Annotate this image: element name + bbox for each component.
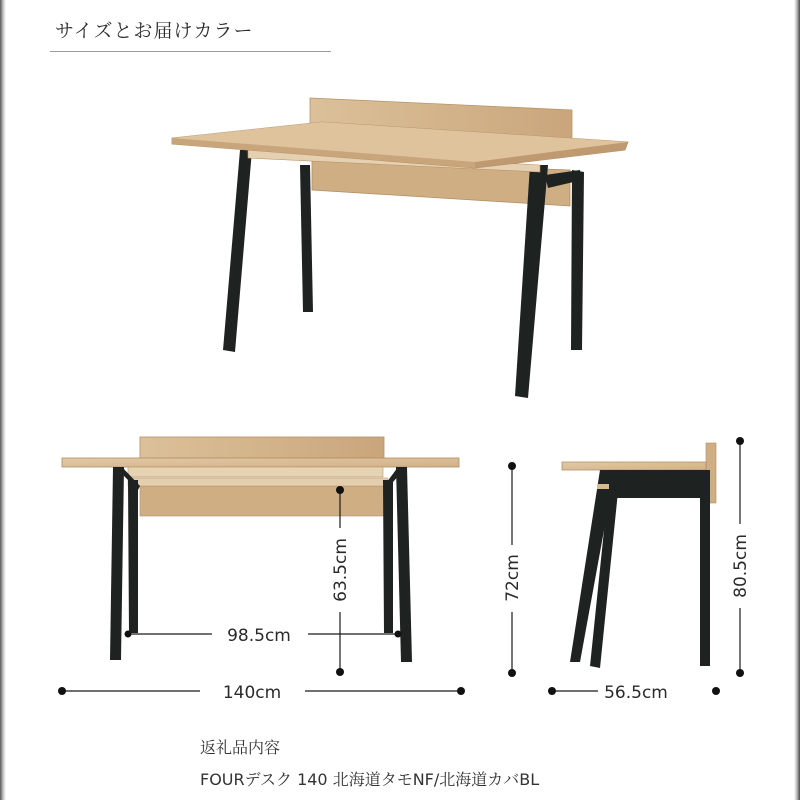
inner-width-label: 98.5cm — [227, 626, 291, 646]
caption-product: FOURデスク 140 北海道タモNF/北海道カバBL — [200, 770, 540, 789]
table-height-label: 72cm — [503, 554, 523, 602]
section-heading: サイズとお届けカラー — [55, 20, 254, 42]
desk-perspective-photo — [172, 98, 628, 398]
total-height-label: 80.5cm — [731, 534, 751, 598]
depth-label: 56.5cm — [604, 683, 668, 703]
under-height-label: 63.5cm — [331, 538, 351, 602]
desk-side-view — [562, 443, 716, 668]
total-width-label: 140cm — [222, 683, 282, 703]
caption-title: 返礼品内容 — [200, 738, 281, 757]
